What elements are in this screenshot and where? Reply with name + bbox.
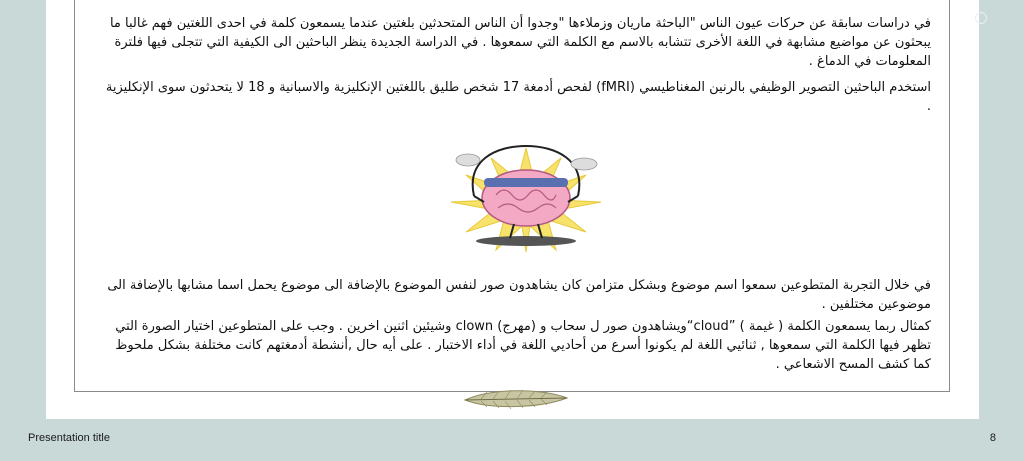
paragraph-example: كمثال ربما يسمعون الكلمة ( غيمة ) ”cloud“ويشاهدون صور ل سحاب و (مهرج) clown وشيئين اثنين اخرين . وجب على المتطوعين اختيار الصورة التي تظهر فيها الكلمة التي سمعوها , ثنائيي اللغة لم يكونوا أسرع من أحاديي اللغة في أداء الاختبار . على أيه حال ,أنشطة أدمغتهم كانت مختلفة بشكل ملحوظ كما كشف المسح الاشعاعي . bbox=[115, 319, 931, 372]
page-number: 8 bbox=[989, 432, 996, 444]
paragraph-method: استخدم الباحثين التصوير الوظيفي بالرنين المغناطيسي (fMRI) لفحص أدمغة 17 شخص طليق باللغتين الإنكليزية والاسبانية و 18 لا يتحدثون سوى الإنكليزية . bbox=[105, 80, 931, 114]
brain-jump-rope-icon bbox=[426, 140, 626, 255]
slide bbox=[46, 0, 979, 419]
footer-presentation-title: Presentation title bbox=[28, 432, 110, 444]
feather-icon bbox=[461, 386, 571, 412]
decor-circle bbox=[975, 12, 987, 24]
paragraph-experiment: في خلال التجربة المتطوعين سمعوا اسم موضوع وبشكل متزامن كان يشاهدون صور لنفس الموضوع بالإضافة الى موضوع يحمل اسما مشابها بالإضافة الى موضوعين مختلفين . bbox=[107, 278, 931, 312]
paragraph-previous-studies: في دراسات سابقة عن حركات عيون الناس "الباحثة ماريان وزملاءها "وجدوا أن الناس المتحدثين بلغتين عندما يسمعون كلمة في احدى اللغتين فهم غالبا ما يبحثون عن مواضيع مشابهة في اللغة الأخرى تتشابه بالاسم مع الكلمة التي سمعوها . في الدراسة الجديدة ينظر الباحثين الى الكيفية التي تتجلى فيها فلترة المعلومات في الدماغ . bbox=[109, 16, 931, 69]
